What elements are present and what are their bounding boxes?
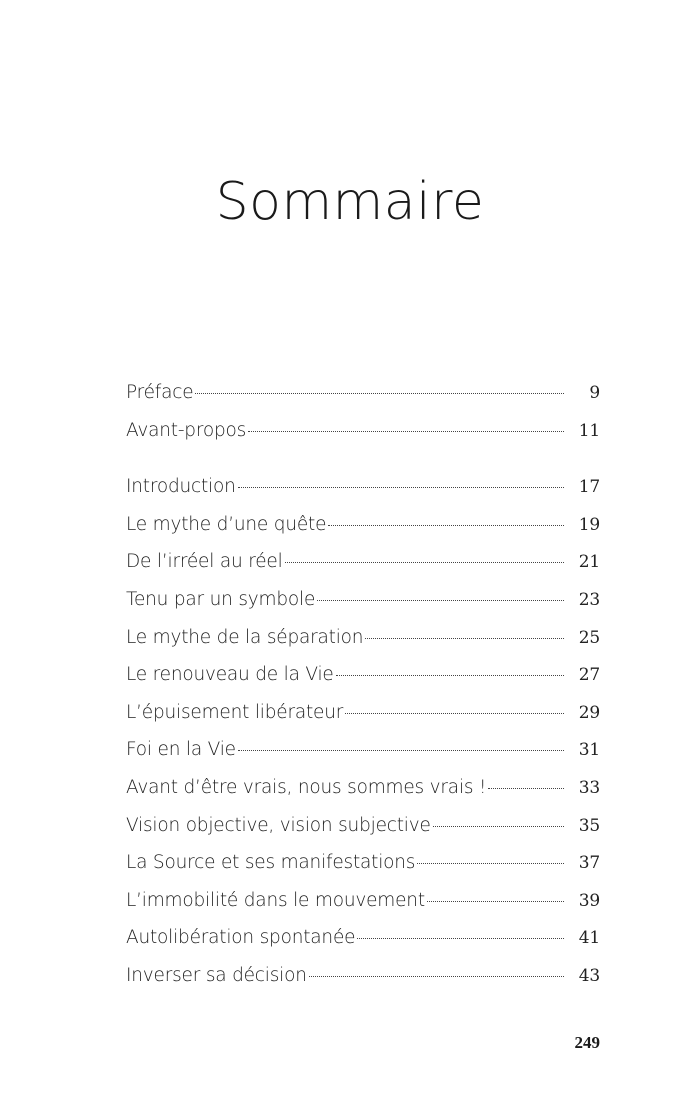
toc-entry-title: Préface: [126, 382, 194, 403]
dot-leader: [488, 788, 564, 789]
toc-entry: [126, 965, 600, 1003]
toc-entry-title: La Source et ses manifestations: [126, 852, 416, 874]
toc-entry-title: Le mythe de la séparation: [126, 626, 364, 648]
toc-entry-title: Autolibération spontanée: [126, 927, 356, 949]
toc-entry: [126, 476, 600, 514]
toc-entry: [126, 589, 600, 627]
dot-leader: [248, 431, 564, 432]
page-number: 249: [574, 1033, 600, 1052]
toc-entry: [126, 815, 600, 853]
toc-entry-page: 31: [578, 740, 600, 761]
dot-leader: [238, 487, 564, 488]
dot-leader: [427, 901, 564, 902]
toc-entry-page: 23: [578, 589, 600, 610]
toc-entry-title: Avant-propos: [126, 419, 247, 441]
table-of-contents: [126, 382, 600, 1003]
toc-entry: [126, 927, 600, 965]
toc-entry-title: De l’irréel au réel: [126, 551, 283, 573]
toc-entry-page: 9: [589, 383, 600, 403]
dot-leader: [328, 525, 564, 526]
toc-entry: [126, 627, 600, 665]
toc-entry: [126, 777, 600, 815]
toc-entry: [126, 514, 600, 552]
toc-entry-page: 33: [578, 777, 600, 798]
toc-front-matter: [126, 382, 600, 457]
dot-leader: [285, 562, 564, 563]
toc-entry: [126, 420, 600, 458]
toc-entry-page: 27: [578, 665, 600, 686]
dot-leader: [365, 638, 564, 639]
toc-entry-page: 11: [578, 420, 600, 441]
toc-entry-page: 21: [578, 552, 600, 573]
dot-leader: [195, 393, 564, 394]
toc-entry-title: Introduction: [126, 476, 236, 498]
toc-entry-title: Foi en la Vie: [126, 739, 236, 761]
toc-chapters: [126, 476, 600, 1002]
toc-entry-page: 37: [578, 853, 600, 874]
dot-leader: [417, 863, 564, 864]
toc-entry-page: 35: [578, 815, 600, 836]
toc-entry-page: 43: [578, 965, 600, 986]
dot-leader: [433, 826, 564, 827]
toc-entry-page: 29: [578, 702, 600, 723]
toc-entry-page: 17: [578, 477, 600, 498]
toc-entry: [126, 551, 600, 589]
toc-entry: [126, 739, 600, 777]
toc-entry-title: Inverser sa décision: [126, 964, 307, 986]
toc-entry: [126, 702, 600, 740]
toc-entry-title: Vision objective, vision subjective: [126, 814, 431, 836]
toc-entry-title: Tenu par un symbole: [126, 588, 316, 610]
dot-leader: [345, 713, 564, 714]
dot-leader: [336, 675, 564, 676]
toc-entry-page: 25: [578, 627, 600, 648]
toc-entry-title: Le mythe d’une quête: [126, 513, 327, 535]
toc-entry-page: 39: [578, 890, 600, 911]
dot-leader: [317, 600, 564, 601]
toc-entry: [126, 382, 600, 420]
toc-entry-title: L’épuisement libérateur: [126, 701, 344, 723]
dot-leader: [357, 938, 564, 939]
toc-entry: [126, 852, 600, 890]
toc-entry: [126, 664, 600, 702]
toc-entry-title: Avant d’être vrais, nous sommes vrais !: [126, 776, 487, 798]
dot-leader: [309, 976, 564, 977]
toc-entry: [126, 890, 600, 928]
dot-leader: [238, 750, 564, 751]
page-title: Sommaire: [215, 172, 485, 232]
toc-entry-title: Le renouveau de la Vie: [126, 664, 334, 686]
toc-entry-title: L’immobilité dans le mouvement: [126, 889, 425, 911]
toc-entry-page: 41: [578, 928, 600, 949]
toc-entry-page: 19: [578, 514, 600, 535]
